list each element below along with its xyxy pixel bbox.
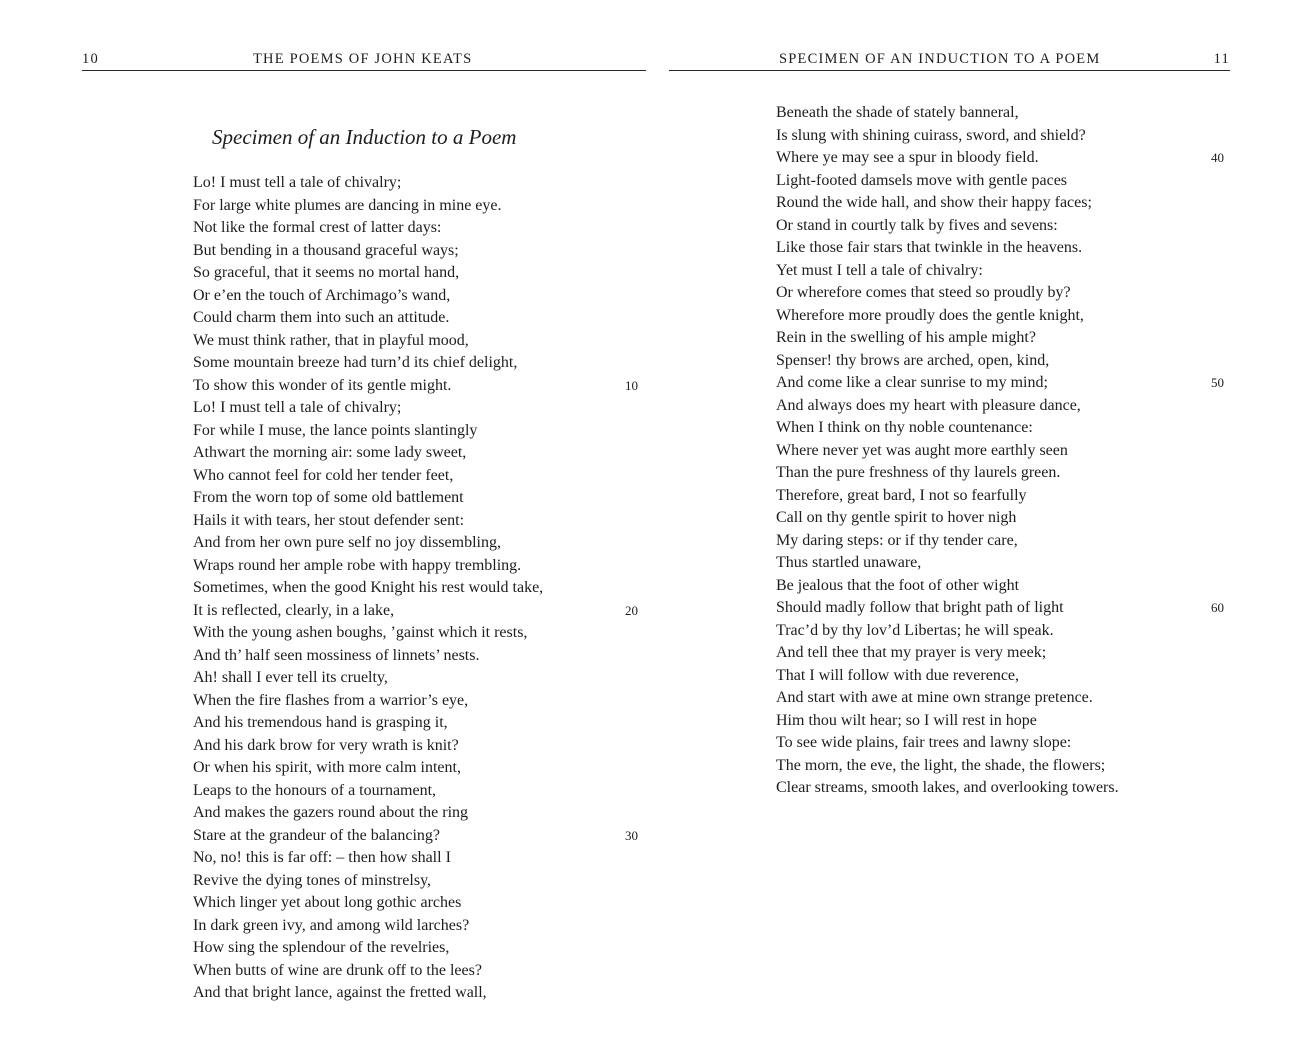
poem-title: Specimen of an Induction to a Poem [212,125,517,149]
verse-line: My daring steps: or if thy tender care, [776,531,1018,549]
verse-line: And his tremendous hand is grasping it, [193,714,448,731]
verse-line: And makes the gazers round about the ring [193,804,469,821]
verse-line: Spenser! thy brows are arched, open, kind, [776,351,1050,369]
line-number: 10 [625,377,638,393]
line-number: 60 [1211,600,1224,615]
left-running-header [82,48,646,70]
verse-line: Or when his spirit, with more calm intent, [193,759,461,776]
verse-line: That I will follow with due reverence, [776,666,1020,684]
verse-line: Leaps to the honours of a tournament, [193,781,437,799]
verse-line: Revive the dying tones of minstrelsy, [193,871,432,889]
verse-line: Yet must I tell a tale of chivalry: [776,261,983,279]
verse-line: Or e’en the touch of Archimago’s wand, [193,286,451,304]
verse-line: Wraps round her ample robe with happy trembling. [193,556,522,574]
right-running-header [669,48,1230,70]
verse-line: Wherefore more proudly does the gentle knight, [776,306,1084,324]
verse-line: Ah! shall I ever tell its cruelty, [193,669,388,686]
verse-line: Is slung with shining cuirass, sword, and shield? [776,126,1086,144]
verse-line: From the worn top of some old battlement [193,489,464,506]
verse-line: And his dark brow for very wrath is knit? [193,736,459,754]
verse-line: Not like the formal crest of latter days: [193,219,442,236]
verse-line: Rein in the swelling of his ample might? [776,329,1036,346]
verse-line: Sometimes, when the good Knight his rest would take, [193,579,544,596]
verse-line: Thus startled unaware, [776,554,922,571]
verse-line: And always does my heart with pleasure dance, [776,396,1081,414]
verse-line: Trac’d by thy lov’d Libertas; he will speak. [776,621,1054,639]
verse-line: And th’ half seen mossiness of linnets’ nests. [193,646,480,664]
verse-line: Should madly follow that bright path of light [776,599,1064,616]
verse-line: Lo! I must tell a tale of chivalry; [193,174,402,191]
verse-line: We must think rather, that in playful mood, [193,331,469,349]
verse-line: When I think on thy noble countenance: [776,419,1033,436]
verse-line: Or wherefore comes that steed so proudly by? [776,284,1071,301]
verse-line: The morn, the eve, the light, the shade, the flowers; [776,756,1106,774]
verse-line: When the fire flashes from a warrior’s eye, [193,691,469,709]
verse-line: No, no! this is far off: – then how shall I [193,849,451,866]
right-running-head: SPECIMEN OF AN INDUCTION TO A POEM [779,51,1101,67]
verse-line: Light-footed damsels move with gentle paces [776,171,1068,189]
verse-line: Lo! I must tell a tale of chivalry; [193,399,402,416]
verse-line: Stare at the grandeur of the balancing? [193,826,440,844]
verse-line: For large white plumes are dancing in mine eye. [193,196,502,214]
verse-line: So graceful, that it seems no mortal hand, [193,264,460,281]
left-running-head: THE POEMS OF JOHN KEATS [253,51,473,67]
line-number: 50 [1211,375,1224,390]
right-page-number: 11 [1213,51,1230,67]
verse-line: And from her own pure self no joy dissembling, [193,534,501,551]
verse-line: Which linger yet about long gothic arches [193,894,462,911]
verse-line: And that bright lance, against the fretted wall, [193,984,487,1001]
verse-line: Like those fair stars that twinkle in the heavens. [776,239,1083,256]
verse-line: And tell thee that my prayer is very meek; [776,644,1047,661]
verse-line: Athwart the morning air: some lady sweet, [193,444,467,461]
verse-line: Beneath the shade of stately banneral, [776,104,1019,121]
verse-line: Hails it with tears, her stout defender sent: [193,511,465,529]
verse-line: Than the pure freshness of thy laurels green. [776,464,1061,481]
verse-line: Or stand in courtly talk by fives and sevens: [776,216,1058,234]
verse-line: But bending in a thousand graceful ways; [193,241,459,259]
verse-line: It is reflected, clearly, in a lake, [193,601,395,619]
verse-line: Be jealous that the foot of other wight [776,576,1020,594]
verse-line: Could charm them into such an attitude. [193,309,450,326]
line-number: 20 [625,602,638,618]
verse-line: Some mountain breeze had turn’d its chief delight, [193,354,518,371]
verse-line: To show this wonder of its gentle might. [193,376,452,394]
right-header-rule [669,70,1230,71]
left-verse-block [193,172,543,1005]
left-header-rule [82,70,646,71]
verse-line: And come like a clear sunrise to my mind; [776,374,1048,391]
left-page-number: 10 [82,51,99,67]
verse-line: When butts of wine are drunk off to the lees? [193,961,482,979]
verse-line: And start with awe at mine own strange pretence. [776,689,1093,706]
verse-line: Therefore, great bard, I not so fearfully [776,486,1027,504]
verse-line: In dark green ivy, and among wild larches? [193,916,470,934]
line-number: 30 [625,827,638,843]
right-page [655,0,1311,1045]
line-number: 40 [1211,150,1224,165]
verse-line: Where ye may see a spur in bloody field. [776,149,1039,166]
verse-line: Round the wide hall, and show their happy faces; [776,194,1092,211]
verse-line: How sing the splendour of the revelries, [193,939,450,956]
verse-line: To see wide plains, fair trees and lawny slope: [776,734,1072,751]
left-page [0,0,655,1045]
verse-line: Call on thy gentle spirit to hover nigh [776,509,1017,526]
verse-line: Him thou wilt hear; so I will rest in hope [776,711,1037,729]
verse-line: With the young ashen boughs, ’gainst which it rests, [193,624,528,641]
verse-line: Clear streams, smooth lakes, and overlooking towers. [776,779,1119,796]
verse-line: Who cannot feel for cold her tender feet, [193,466,454,484]
verse-line: For while I muse, the lance points slantingly [193,421,478,439]
right-verse-block [776,102,1119,800]
verse-line: Where never yet was aught more earthly seen [776,441,1068,459]
